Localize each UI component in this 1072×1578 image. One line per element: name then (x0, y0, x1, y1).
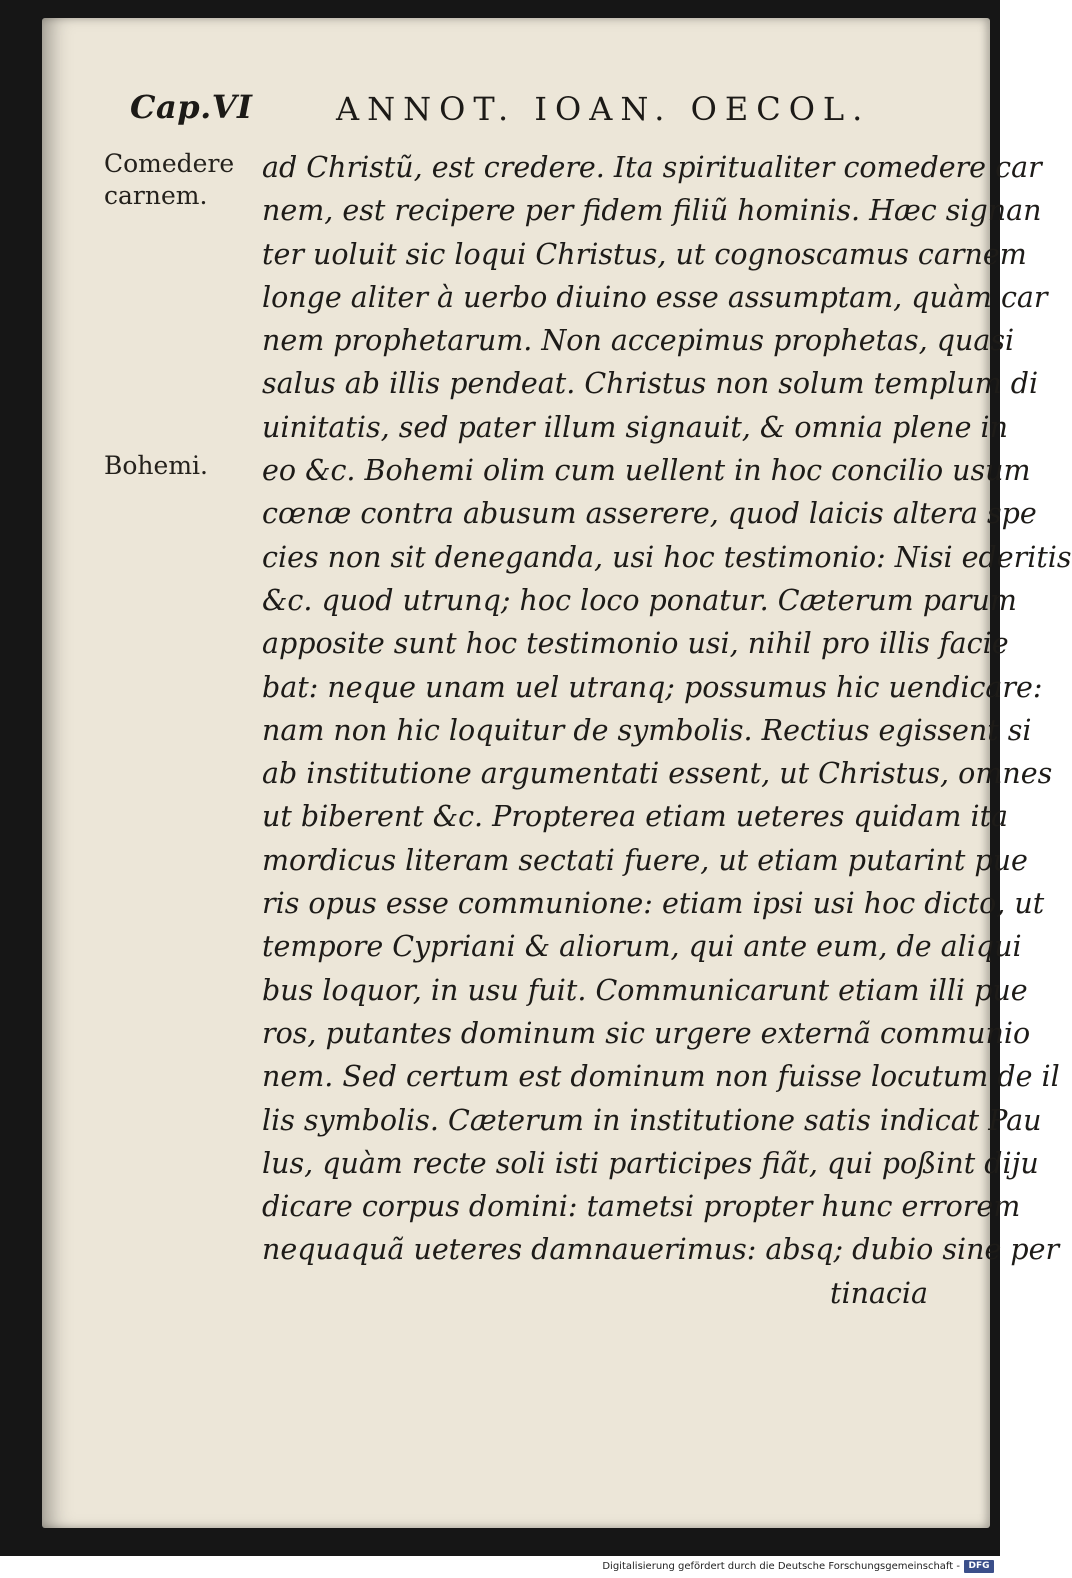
text-line: dicare corpus domini: tametsi propter hunc errorem (262, 1190, 1021, 1224)
page-header (130, 88, 900, 138)
text-line: lis symbolis. Cæterum in institutione satis indicat Pau (262, 1103, 1042, 1137)
text-line: cœnæ contra abusum asserere, quod laicis altera spe (262, 497, 1037, 531)
text-line: nam non hic loquitur de symbolis. Rectius egissent si (262, 713, 1032, 747)
text-line: bus loquor, in usu fuit. Communicarunt etiam illi pue (262, 973, 1028, 1007)
text-line: lus, quàm recte soli isti participes fiãt, qui poßint diju (262, 1146, 1039, 1180)
text-line: salus ab illis pendeat. Christus non solum templum di (262, 367, 1039, 401)
text-line: ut biberent &c. Propterea etiam ueteres quidam ita (262, 800, 1009, 834)
footer-credit: Digitalisierung gefördert durch die Deutsche Forschungsgemeinschaft - (602, 1561, 960, 1572)
text-line: nem, est recipere per fidem filiũ hominis. Hæc signan (262, 194, 1042, 228)
text-line: bat: neque unam uel utranq; possumus hic uendicare: (262, 670, 1043, 704)
text-line: &c. quod utrunq; hoc loco ponatur. Cæterum parum (262, 583, 1017, 617)
footer (0, 1556, 1000, 1578)
text-line: ros, putantes dominum sic urgere externã communio (262, 1016, 1031, 1050)
text-line: uinitatis, sed pater illum signauit, & omnia plene in (262, 410, 1008, 444)
running-title: ANNOT. IOAN. OECOL. (336, 90, 871, 128)
body-text (262, 146, 1072, 1315)
margin-note-comedere: Comedere carnem. (104, 149, 235, 210)
text-line: eo &c. Bohemi olim cum uellent in hoc concilio usum (262, 454, 1031, 488)
dfg-logo: DFG (964, 1560, 994, 1573)
text-line: cies non sit deneganda, usi hoc testimonio: Nisi ederitis (262, 540, 1072, 574)
text-line: tempore Cypriani & aliorum, qui ante eum, de aliqui (262, 930, 1022, 964)
text-line: mordicus literam sectati fuere, ut etiam putarint pue (262, 843, 1028, 877)
text-line: ab institutione argumentati essent, ut Christus, omnes (262, 757, 1053, 791)
text-line: ris opus esse communione: etiam ipsi usi hoc dicto, ut (262, 887, 1045, 921)
catchword: tinacia (830, 1276, 928, 1310)
text-line: nem prophetarum. Non accepimus prophetas, quasi (262, 324, 1015, 358)
chapter-label: Cap.VI (130, 88, 253, 126)
text-line: nem. Sed certum est dominum non fuisse locutum de il (262, 1060, 1060, 1094)
text-line: nequaquã ueteres damnauerimus: absq; dubio sine per (262, 1233, 1060, 1267)
text-line: ter uoluit sic loqui Christus, ut cognoscamus carnem (262, 237, 1027, 271)
text-line: ad Christũ, est credere. Ita spiritualiter comedere car (262, 151, 1042, 184)
text-line: apposite sunt hoc testimonio usi, nihil pro illis facie (262, 627, 1009, 661)
margin-note-bohemi: Bohemi. (104, 451, 208, 480)
text-line: longe aliter à uerbo diuino esse assumptam, quàm car (262, 280, 1048, 314)
